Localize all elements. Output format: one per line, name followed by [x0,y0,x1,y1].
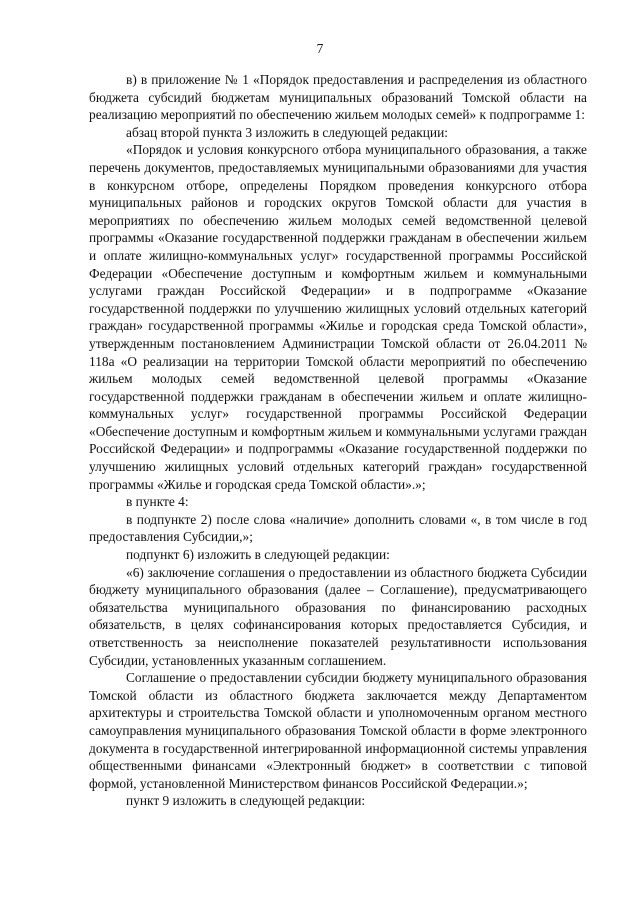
paragraph-amendment-intro: в) в приложение № 1 «Порядок предоставления и распределения из областного бюджета субсидий бюджетам муниципальных образований Томской области на реализацию мероприятий по обеспечению жильем молодых семей» к подпрограмме 1: [89,72,587,123]
paragraph-instruction: в пункте 4: [126,494,189,510]
paragraph-quoted-text: «6) заключение соглашения о предоставлении из областного бюджета Субсидии бюджету муниципального образования (далее – Соглашение), предусматривающего обязательства муниципального образования по финансированию расходных обязательств, в целях софинансирования которых предоставляется Субсидия, и ответственность за неисполнение показателей результативности использования Субсидии, установленных указанным соглашением. [89,564,587,668]
paragraph-subclause: в подпункте 2) после слова «наличие» дополнить словами «, в том числе в год предоставления Субсидии,»; [89,511,587,545]
paragraph-instruction: абзац второй пункта 3 изложить в следующей редакции: [126,124,448,140]
paragraph-quoted-text: «Порядок и условия конкурсного отбора муниципального образования, а также перечень документов, предоставляемых муниципальными образованиями для участия в конкурсном отборе, определены Порядком проведения конкурсного отбора муниципальных районов и городских округов Томской области для участия в мероприятиях по обеспечению жильем молодых семей ведомственной целевой программы «Оказание государственной поддержки гражданам в обеспечении жильем и оплате жилищно-коммунальных услуг» государственной программы Российской Федерации «Обеспечение доступным и комфортным жильем и коммунальными услугами граждан Российской Федерации» и в подпрограмме «Оказание государственной поддержки по улучшению жилищных условий отдельных категорий граждан» государственной программы «Жилье и городская среда Томской области», утвержденным постановлением Администрации Томской области от 26.04.2011 № 118а «О реализации на территории Томской области мероприятий по обеспечению жильем молодых семей ведомственной целевой программы «Оказание государственной поддержки гражданам в обеспечении жильем и оплате жилищно-коммунальных услуг» государственной программы Российской Федерации «Обеспечение доступным и комфортным жильем и коммунальными услугами граждан Российской Федерации» и подпрограммы «Оказание государственной поддержки по улучшению жилищных условий отдельных категорий граждан» государственной программы «Жилье и городская среда Томской области».»; [89,142,587,492]
paragraph-instruction: пункт 9 изложить в следующей редакции: [126,793,366,809]
paragraph-instruction: подпункт 6) изложить в следующей редакции: [126,547,390,563]
paragraph-quoted-text: Соглашение о предоставлении субсидии бюджету муниципального образования Томской области из областного бюджета заключается между Департаментом архитектуры и строительства Томской области и уполномоченным органом местного самоуправления муниципального образования Томской области в форме электронного документа в государственной интегрированной информационной системы управления общественными финансами «Электронный бюджет» в соответствии с типовой формой, установленной Министерством финансов Российской Федерации.»; [89,670,587,791]
page-number: 7 [316,41,324,56]
document-body [89,71,587,810]
